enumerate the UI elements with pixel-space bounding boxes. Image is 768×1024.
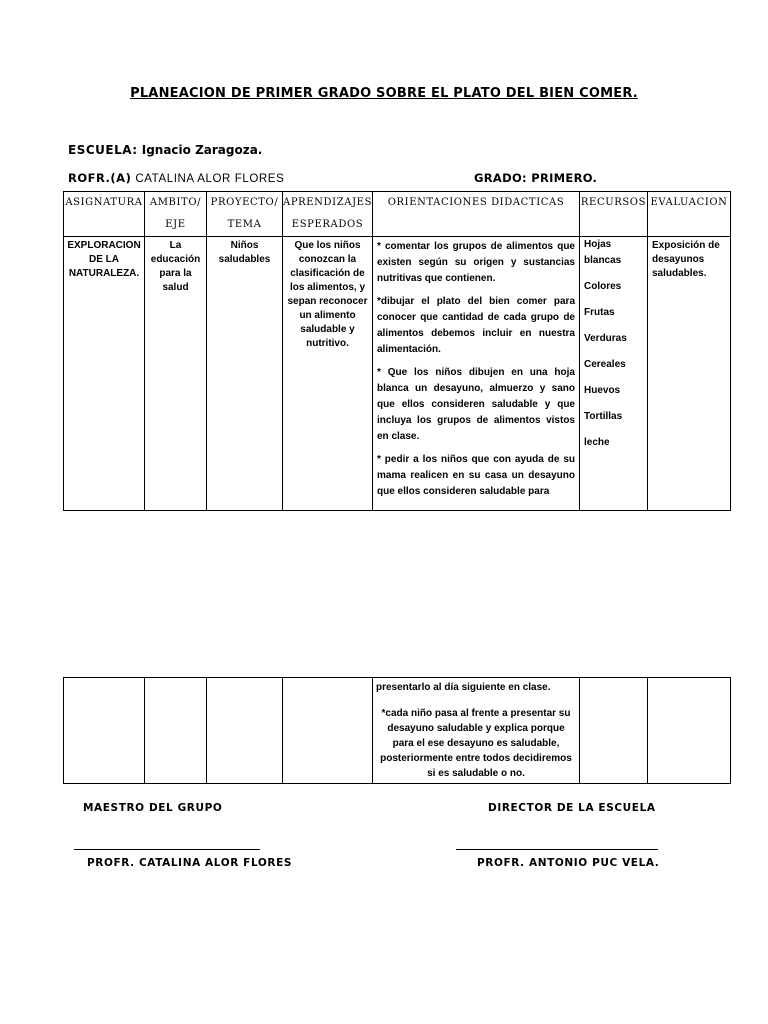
resource-item: Huevos: [584, 385, 621, 396]
cell-asignatura: EXPLORACION DE LA NATURALEZA.: [64, 237, 145, 511]
header-recursos: RECURSOS: [580, 192, 648, 237]
empty-cell: [580, 678, 648, 784]
resource-item: Verduras: [584, 333, 627, 344]
orientation-item: presentarlo al día siguiente en clase.: [376, 682, 551, 693]
document-title: PLANEACION DE PRIMER GRADO SOBRE EL PLATO DEL BIEN COMER.: [130, 86, 638, 101]
resource-item: Hojas blancas: [584, 239, 622, 266]
school-name: Ignacio Zaragoza.: [141, 143, 263, 157]
header-orientaciones: ORIENTACIONES DIDACTICAS: [373, 192, 580, 237]
cell-recursos: [580, 237, 648, 511]
planning-table: [63, 191, 731, 511]
cell-orientaciones-continued: [373, 678, 580, 784]
table-header-row: [64, 192, 731, 237]
teacher-label: ROFR.(A): [68, 171, 132, 185]
signature-role-director: DIRECTOR DE LA ESCUELA: [488, 802, 656, 814]
school-label: ESCUELA:: [68, 143, 138, 157]
cell-proyecto: Niños saludables: [207, 237, 283, 511]
header-asignatura: ASIGNATURA: [64, 192, 145, 237]
table-row: [64, 237, 731, 511]
empty-cell: [207, 678, 283, 784]
signature-line-teacher: [74, 849, 260, 850]
cell-orientaciones: [373, 237, 580, 511]
resource-item: Colores: [584, 281, 622, 292]
signature-line-director: [456, 849, 658, 850]
cell-evaluacion: Exposición de desayunos saludables.: [648, 237, 731, 511]
empty-cell: [283, 678, 373, 784]
resource-item: Frutas: [584, 307, 615, 318]
cell-aprendizajes: Que los niños conozcan la clasificación de los alimentos, y sepan reconocer un alimento saludable y nutritivo.: [283, 237, 373, 511]
teacher-line: [68, 171, 284, 185]
empty-cell: [648, 678, 731, 784]
signature-name-teacher: PROFR. CATALINA ALOR FLORES: [87, 857, 293, 869]
table-row: [64, 678, 731, 784]
planning-table-continuation: [63, 677, 731, 784]
signature-name-director: PROFR. ANTONIO PUC VELA.: [477, 857, 660, 869]
resource-item: leche: [584, 437, 610, 448]
orientation-item: *cada niño pasa al frente a presentar su desayuno saludable y explica porque para el ese desayuno es saludable, posteriormente entre todos decidiremos si es saludable o no.: [380, 708, 572, 779]
header-proyecto: PROYECTO/ TEMA: [207, 192, 283, 237]
school-line: [68, 143, 262, 157]
orientation-item: * Que los niños dibujen en una hoja blanca un desayuno, almuerzo y sano que ellos consideren saludable y que incluya los grupos de alimentos vistos en clase.: [377, 367, 575, 442]
orientation-item: *dibujar el plato del bien comer para conocer que cantidad de cada grupo de alimentos debemos incluir en nuestra alimentación.: [377, 296, 575, 355]
resource-item: Tortillas: [584, 411, 623, 422]
empty-cell: [145, 678, 207, 784]
orientation-item: * comentar los grupos de alimentos que existen según su origen y sustancias nutritivas que contienen.: [377, 241, 575, 284]
header-aprendizajes: APRENDIZAJES ESPERADOS: [283, 192, 373, 237]
resource-item: Cereales: [584, 359, 626, 370]
cell-ambito: La educación para la salud: [145, 237, 207, 511]
orientation-item: * pedir a los niños que con ayuda de su mama realicen en su casa un desayuno que ellos consideren saludable para: [377, 454, 575, 497]
teacher-name: CATALINA ALOR FLORES: [135, 173, 285, 185]
grade-label: GRADO: PRIMERO.: [474, 171, 598, 185]
signature-role-teacher: MAESTRO DEL GRUPO: [83, 802, 223, 814]
header-ambito: AMBITO/ EJE: [145, 192, 207, 237]
header-evaluacion: EVALUACION: [648, 192, 731, 237]
empty-cell: [64, 678, 145, 784]
